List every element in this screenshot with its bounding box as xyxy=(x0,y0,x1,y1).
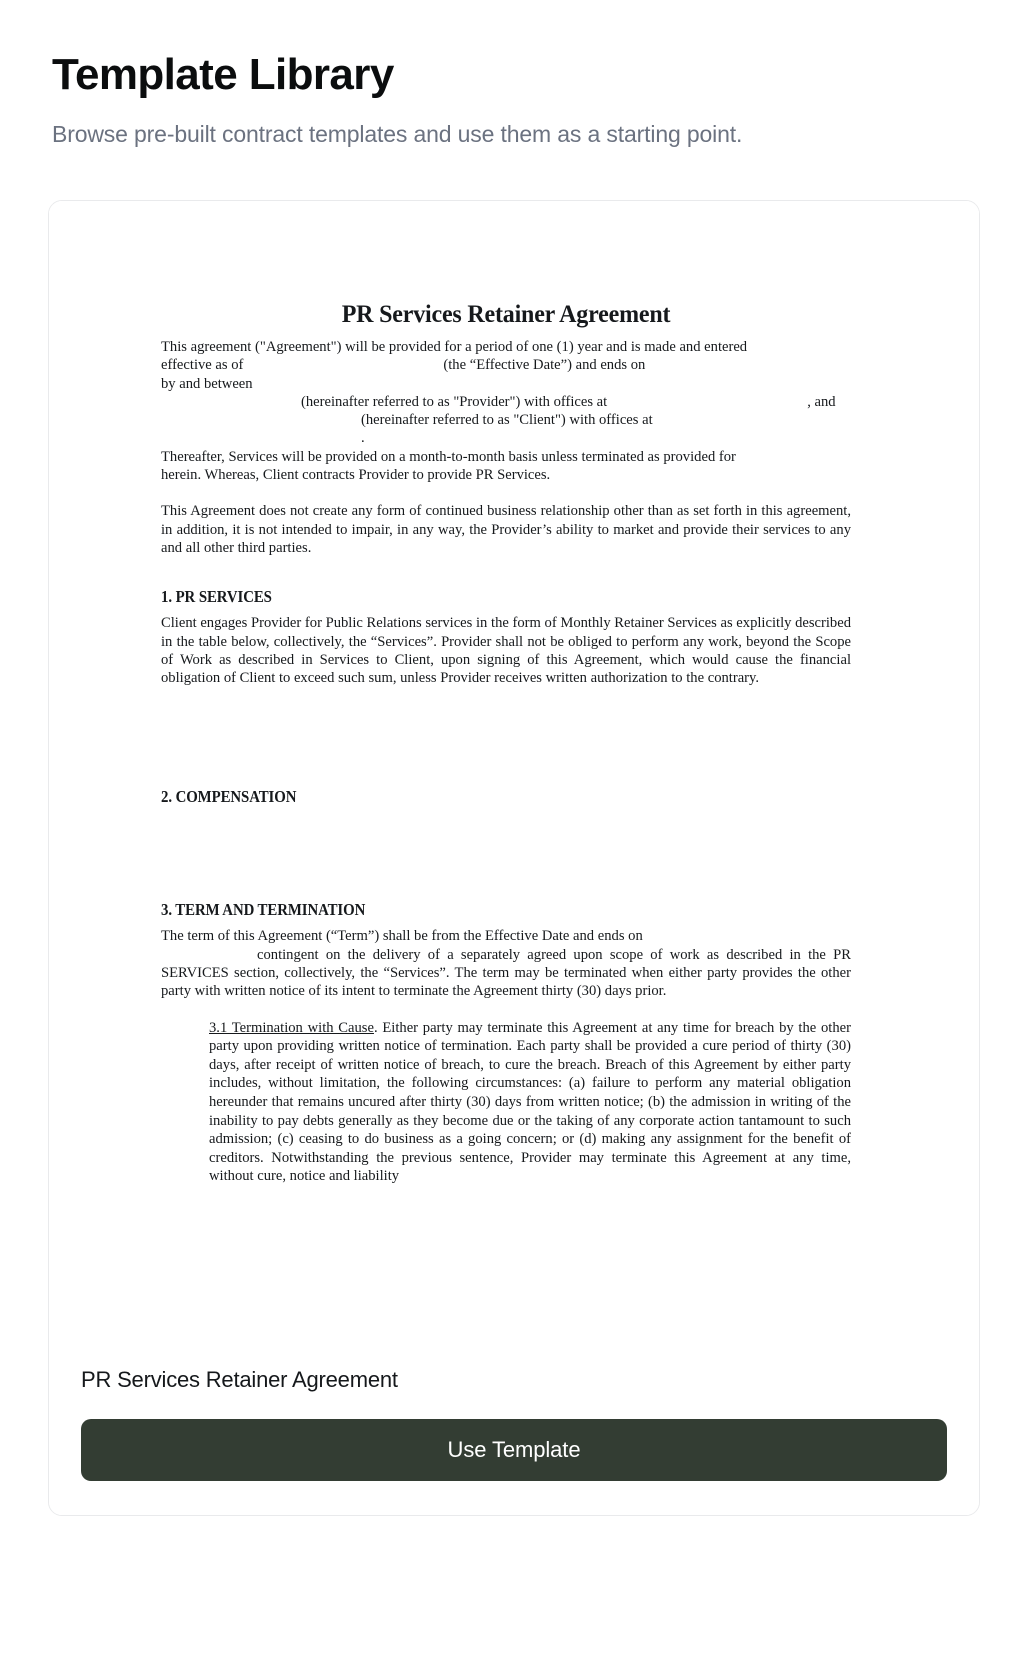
intro-line-3-b: , and xyxy=(807,393,836,410)
term-text-b: contingent on the delivery of a separately agreed upon scope of work as described in the PR SERVICES section, collectively, the “Services”. The term may be terminated when either party provides the other party with written notice of its intent to terminate the Agreement thirty (30) days prior. xyxy=(161,946,851,1000)
intro-line-1: This agreement ("Agreement") will be provided for a period of one (1) year and is made and entered xyxy=(161,339,748,355)
document-page xyxy=(49,201,979,1186)
section-heading-compensation: 2. COMPENSATION xyxy=(161,787,297,807)
intro-line-6: herein. Whereas, Client contracts Provider to provide PR Services. xyxy=(161,467,551,484)
section-body-pr-services: Client engages Provider for Public Relations services in the form of Monthly Retainer Services as explicitly described in the table below, collectively, the “Services”. Provider shall not be obliged to perform any work, beyond the Scope of Work as described in Services to Client, upon signing of this Agreement, which would cause the financial obligation of Client to exceed such sum, unless Provider receives written authorization to the contrary. xyxy=(161,615,851,687)
template-name: PR Services Retainer Agreement xyxy=(81,1367,398,1392)
page-subtitle: Browse pre-built contract templates and use them as a starting point. xyxy=(52,121,743,148)
document-title: PR Services Retainer Agreement xyxy=(341,301,671,328)
card-footer xyxy=(49,1367,979,1515)
intro-line-4: (hereinafter referred to as "Client") with offices at xyxy=(361,412,653,429)
intro-line-3-a: (hereinafter referred to as "Provider") with offices at xyxy=(301,393,608,410)
page-header xyxy=(0,0,1028,148)
template-preview xyxy=(49,201,979,1353)
spacer xyxy=(161,814,851,900)
section-body-term-line-1 xyxy=(161,927,851,1000)
page-title: Template Library xyxy=(52,50,394,99)
document-paragraph-2: This Agreement does not create any form of continued business relationship other than as set forth in this agreement, in addition, it is not intended to impair, in any way, the Provider’s ability to market and provide their services to any and all other third parties. xyxy=(161,503,851,556)
intro-line-5: Thereafter, Services will be provided on a month-to-month basis unless terminated as provided for xyxy=(161,448,736,465)
intro-line-4-end: . xyxy=(361,430,365,447)
preview-fade-overlay xyxy=(49,1213,979,1353)
intro-line-2-a: effective as of xyxy=(161,357,244,374)
spacer xyxy=(161,687,851,787)
clause-3-1-label: 3.1 Termination with Cause xyxy=(209,1019,374,1036)
section-heading-term-and-termination: 3. TERM AND TERMINATION xyxy=(161,900,366,920)
document-intro-paragraph xyxy=(161,338,851,484)
spacer xyxy=(161,557,851,587)
term-text-a: The term of this Agreement (“Term”) shall be from the Effective Date and ends on xyxy=(161,928,643,945)
clause-3-1-body: . Either party may terminate this Agreement at any time for breach by the other party upon providing written notice of termination. Each party shall be provided a cure period of thirty (30) days, after receipt of written notice of breach, to cure the breach. Breach of this Agreement by either party includes, without limitation, the following circumstances: (a) failure to perform any material obligation hereunder that remains uncured after thirty (30) days from written notice; (b) the admission in writing of the inability to pay debts generally as they become due or the taking of any corporate action tantamount to such admission; (c) ceasing to do business as a going concern; or (d) making any assignment for the benefit of creditors. Notwithstanding the previous sentence, Provider may terminate this Agreement at any time, without cure, notice and liability xyxy=(209,1019,851,1185)
template-card[interactable] xyxy=(48,200,980,1516)
spacer xyxy=(161,484,851,502)
intro-line-2-b: (the “Effective Date”) and ends on xyxy=(443,357,646,374)
intro-line-2-c: by and between xyxy=(161,375,253,392)
use-template-button[interactable]: Use Template xyxy=(81,1419,947,1481)
spacer xyxy=(161,1001,851,1019)
section-heading-pr-services: 1. PR SERVICES xyxy=(161,587,272,607)
clause-3-1 xyxy=(209,1019,851,1186)
